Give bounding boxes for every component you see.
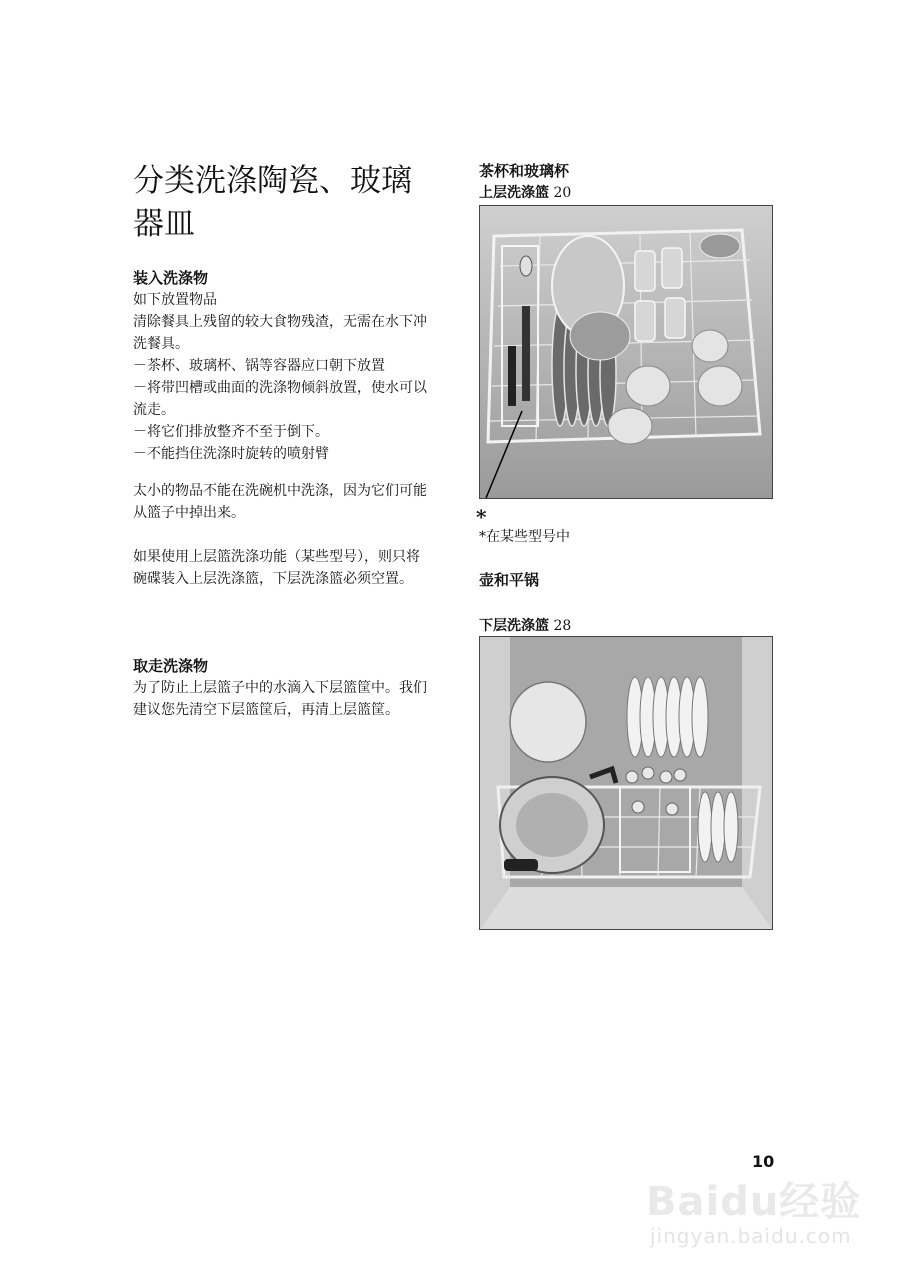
upper-basket-caption (479, 183, 571, 203)
loading-heading: 装入洗涤物 (133, 269, 209, 287)
watermark (640, 1160, 890, 1270)
instruction-line: －不能挡住洗涤时旋转的喷射臂 (133, 446, 329, 462)
instruction-line: －茶杯、玻璃杯、锅等容器应口朝下放置 (133, 358, 385, 374)
lower-basket-label: 下层洗涤篮 (479, 618, 549, 634)
lower-basket-caption (479, 616, 571, 636)
page-number: 10 (752, 1152, 775, 1171)
instruction-line: 清除餐具上残留的较大食物残渣，无需在水下冲洗餐具。 (133, 314, 427, 352)
watermark-url: jingyan.baidu.com (650, 1224, 852, 1248)
cups-glasses-heading: 茶杯和玻璃杯 (479, 162, 570, 180)
page-title: 分类洗涤陶瓷、玻璃器皿 (133, 163, 412, 242)
loading-instructions (133, 289, 433, 465)
upper-basket-illustration (479, 205, 773, 499)
footnote-text: *在某些型号中 (479, 529, 570, 545)
upper-basket-note: 如果使用上层篮洗涤功能（某些型号），则只将碗碟装入上层洗涤篮，下层洗涤篮必须空置。 (133, 549, 420, 587)
watermark-brand: Baidu经验 (646, 1179, 862, 1225)
footnote-marker: * (476, 505, 487, 529)
pots-pans-heading: 壶和平锅 (479, 571, 540, 589)
instruction-line: －将带凹槽或曲面的洗涤物倾斜放置，使水可以流走。 (133, 380, 427, 418)
unloading-text: 为了防止上层篮子中的水滴入下层篮筐中。我们建议您先清空下层篮筐后，再清上层篮筐。 (133, 680, 427, 718)
upper-basket-label: 上层洗涤篮 (479, 185, 549, 201)
upper-basket-ref: 20 (553, 185, 572, 201)
small-items-note: 太小的物品不能在洗碗机中洗涤，因为它们可能从篮子中掉出来。 (133, 483, 427, 521)
lower-basket-ref: 28 (553, 618, 572, 634)
instruction-line: －将它们排放整齐不至于倒下。 (133, 424, 329, 440)
lower-basket-illustration (479, 636, 773, 930)
unloading-heading: 取走洗涤物 (133, 657, 209, 675)
instruction-line: 如下放置物品 (133, 292, 217, 308)
